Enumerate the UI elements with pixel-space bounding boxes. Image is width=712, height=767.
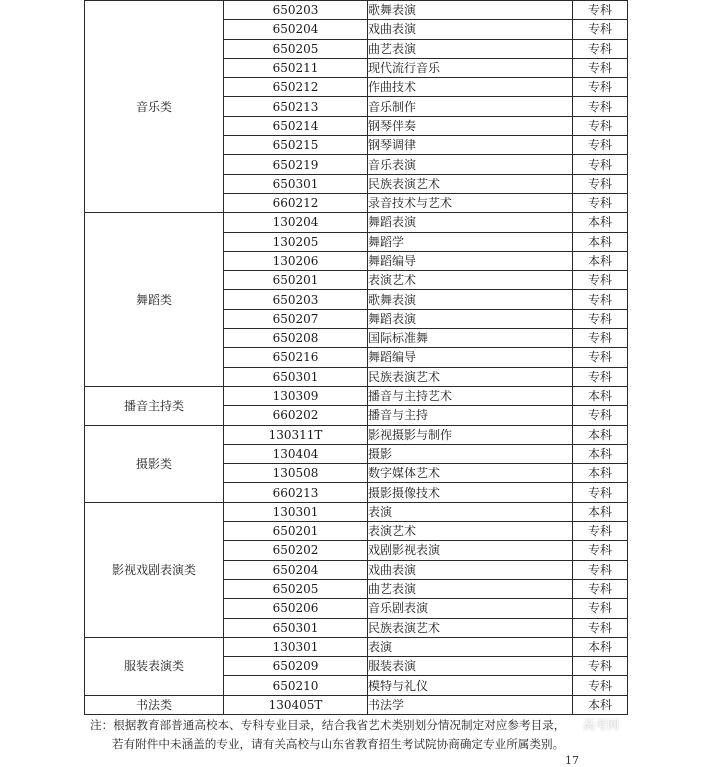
code-cell: 130309 (224, 386, 368, 405)
category-cell: 服装表演类 (85, 637, 224, 695)
category-cell: 摄影类 (85, 425, 224, 502)
level-cell: 本科 (573, 251, 628, 270)
name-cell: 服装表演 (368, 657, 573, 676)
code-cell: 650205 (224, 39, 368, 58)
level-cell: 专科 (573, 290, 628, 309)
level-cell: 专科 (573, 348, 628, 367)
level-cell: 本科 (573, 637, 628, 656)
code-cell: 650207 (224, 309, 368, 328)
level-cell: 专科 (573, 541, 628, 560)
watermark: 高考网 (583, 718, 620, 732)
name-cell: 影视摄影与制作 (368, 425, 573, 444)
code-cell: 650205 (224, 579, 368, 598)
level-cell: 专科 (573, 599, 628, 618)
level-cell: 专科 (573, 329, 628, 348)
name-cell: 现代流行音乐 (368, 58, 573, 77)
code-cell: 650208 (224, 329, 368, 348)
name-cell: 舞蹈编导 (368, 251, 573, 270)
level-cell: 专科 (573, 174, 628, 193)
code-cell: 650301 (224, 367, 368, 386)
level-cell: 专科 (573, 522, 628, 541)
name-cell: 表演艺术 (368, 271, 573, 290)
footnote-line-2: 若有附件中未涵盖的专业，请有关高校与山东省教育招生考试院协商确定专业所属类别。 (112, 737, 565, 751)
name-cell: 民族表演艺术 (368, 367, 573, 386)
name-cell: 书法学 (368, 695, 573, 714)
name-cell: 民族表演艺术 (368, 174, 573, 193)
code-cell: 650212 (224, 78, 368, 97)
name-cell: 舞蹈编导 (368, 348, 573, 367)
name-cell: 摄影摄像技术 (368, 483, 573, 502)
level-cell: 专科 (573, 78, 628, 97)
code-cell: 650214 (224, 116, 368, 135)
code-cell: 130205 (224, 232, 368, 251)
name-cell: 音乐剧表演 (368, 599, 573, 618)
level-cell: 专科 (573, 20, 628, 39)
level-cell: 专科 (573, 1, 628, 20)
name-cell: 舞蹈表演 (368, 213, 573, 232)
code-cell: 650219 (224, 155, 368, 174)
code-cell: 130301 (224, 502, 368, 521)
level-cell: 专科 (573, 676, 628, 695)
code-cell: 650301 (224, 618, 368, 637)
footnote-line-1: 注：根据教育部普通高校本、专科专业目录，结合我省艺术类别划分情况制定对应参考目录， (90, 718, 566, 732)
level-cell: 本科 (573, 444, 628, 463)
name-cell: 音乐制作 (368, 97, 573, 116)
name-cell: 曲艺表演 (368, 39, 573, 58)
name-cell: 数字媒体艺术 (368, 464, 573, 483)
code-cell: 130311T (224, 425, 368, 444)
level-cell: 本科 (573, 386, 628, 405)
name-cell: 作曲技术 (368, 78, 573, 97)
name-cell: 歌舞表演 (368, 290, 573, 309)
level-cell: 专科 (573, 97, 628, 116)
level-cell: 专科 (573, 406, 628, 425)
name-cell: 音乐表演 (368, 155, 573, 174)
code-cell: 650210 (224, 676, 368, 695)
level-cell: 本科 (573, 232, 628, 251)
table-row (85, 695, 628, 714)
level-cell: 专科 (573, 58, 628, 77)
name-cell: 民族表演艺术 (368, 618, 573, 637)
level-cell: 专科 (573, 116, 628, 135)
name-cell: 舞蹈学 (368, 232, 573, 251)
code-cell: 650209 (224, 657, 368, 676)
code-cell: 650215 (224, 136, 368, 155)
code-cell: 650201 (224, 522, 368, 541)
code-cell: 650201 (224, 271, 368, 290)
category-cell: 书法类 (85, 695, 224, 714)
level-cell: 本科 (573, 464, 628, 483)
name-cell: 戏曲表演 (368, 560, 573, 579)
table-row (85, 213, 628, 232)
table-body (85, 1, 628, 715)
name-cell: 戏剧影视表演 (368, 541, 573, 560)
name-cell: 歌舞表演 (368, 1, 573, 20)
name-cell: 钢琴调律 (368, 136, 573, 155)
code-cell: 650202 (224, 541, 368, 560)
level-cell: 专科 (573, 39, 628, 58)
code-cell: 660202 (224, 406, 368, 425)
category-cell: 播音主持类 (85, 386, 224, 425)
name-cell: 舞蹈表演 (368, 309, 573, 328)
category-cell: 影视戏剧表演类 (85, 502, 224, 637)
code-cell: 650204 (224, 20, 368, 39)
name-cell: 戏曲表演 (368, 20, 573, 39)
level-cell: 专科 (573, 193, 628, 212)
code-cell: 650301 (224, 174, 368, 193)
table-row (85, 386, 628, 405)
level-cell: 本科 (573, 695, 628, 714)
code-cell: 130206 (224, 251, 368, 270)
level-cell: 本科 (573, 213, 628, 232)
level-cell: 专科 (573, 483, 628, 502)
name-cell: 国际标准舞 (368, 329, 573, 348)
category-cell: 音乐类 (85, 1, 224, 213)
code-cell: 130404 (224, 444, 368, 463)
table-row (85, 1, 628, 20)
code-cell: 650203 (224, 1, 368, 20)
code-cell: 650203 (224, 290, 368, 309)
name-cell: 模特与礼仪 (368, 676, 573, 695)
category-cell: 舞蹈类 (85, 213, 224, 387)
level-cell: 本科 (573, 425, 628, 444)
name-cell: 表演 (368, 637, 573, 656)
level-cell: 专科 (573, 579, 628, 598)
art-majors-table (84, 0, 628, 715)
code-cell: 660212 (224, 193, 368, 212)
footnote (90, 716, 650, 754)
code-cell: 650206 (224, 599, 368, 618)
level-cell: 专科 (573, 136, 628, 155)
level-cell: 专科 (573, 657, 628, 676)
code-cell: 650213 (224, 97, 368, 116)
name-cell: 播音与主持艺术 (368, 386, 573, 405)
level-cell: 专科 (573, 155, 628, 174)
name-cell: 表演 (368, 502, 573, 521)
code-cell: 650216 (224, 348, 368, 367)
code-cell: 130301 (224, 637, 368, 656)
code-cell: 130204 (224, 213, 368, 232)
level-cell: 专科 (573, 560, 628, 579)
name-cell: 表演艺术 (368, 522, 573, 541)
name-cell: 录音技术与艺术 (368, 193, 573, 212)
level-cell: 专科 (573, 618, 628, 637)
name-cell: 曲艺表演 (368, 579, 573, 598)
name-cell: 播音与主持 (368, 406, 573, 425)
table-row (85, 502, 628, 521)
code-cell: 130405T (224, 695, 368, 714)
level-cell: 专科 (573, 271, 628, 290)
name-cell: 钢琴伴奏 (368, 116, 573, 135)
name-cell: 摄影 (368, 444, 573, 463)
level-cell: 专科 (573, 309, 628, 328)
code-cell: 130508 (224, 464, 368, 483)
table-row (85, 425, 628, 444)
level-cell: 专科 (573, 367, 628, 386)
table-row (85, 637, 628, 656)
code-cell: 650204 (224, 560, 368, 579)
code-cell: 660213 (224, 483, 368, 502)
level-cell: 本科 (573, 502, 628, 521)
page-number: 17 (565, 754, 579, 767)
code-cell: 650211 (224, 58, 368, 77)
